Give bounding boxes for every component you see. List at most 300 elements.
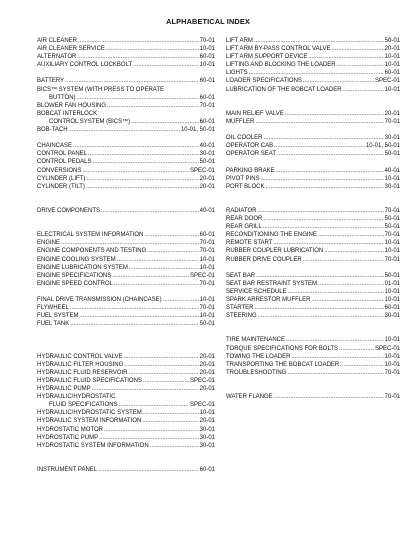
index-entry — [37, 256, 215, 264]
dot-leader — [124, 353, 199, 361]
dot-leader — [106, 45, 199, 53]
dot-leader — [65, 77, 199, 85]
dot-leader — [104, 426, 199, 434]
dot-leader — [129, 369, 199, 377]
index-entry-page: 70-01 — [384, 369, 400, 376]
index-entry-label: FLYWHEEL — [37, 305, 69, 312]
index-entry-label: ALTERNATOR — [37, 54, 77, 61]
index-entry-label: LIGHTS — [226, 70, 248, 77]
index-entry — [226, 215, 400, 223]
index-entry — [226, 69, 400, 77]
index-entry — [226, 296, 400, 304]
dot-leader — [291, 353, 383, 361]
index-entry-label: TIRE MAINTENANCE — [226, 337, 286, 344]
index-column-left — [37, 37, 215, 474]
index-entry-page: 10-01 — [384, 175, 400, 182]
index-entry-label: BICS™ SYSTEM (WITH PRESS TO OPERATE — [37, 86, 165, 93]
index-spacer — [37, 199, 215, 207]
index-entry — [37, 37, 215, 45]
dot-leader — [117, 256, 199, 264]
index-entry-label: PARKING BRAKE — [226, 167, 275, 174]
dot-leader — [133, 61, 199, 69]
index-entry-label: CONTROL SYSTEM (BICS™) — [49, 118, 131, 125]
index-spacer — [37, 345, 215, 353]
index-spacer — [37, 450, 215, 458]
dot-leader — [86, 175, 198, 183]
index-entry-page: 70-01 — [199, 280, 215, 287]
index-entry — [37, 110, 215, 118]
index-entry-page: 40-01 — [384, 167, 400, 174]
index-entry-label: TROUBLESHOOTING — [226, 369, 287, 376]
dot-leader — [124, 361, 198, 369]
index-entry-label: ENGINE SPECIFICATIONS — [37, 272, 112, 279]
index-entry-page: SPEC-01 — [374, 78, 400, 85]
index-entry — [226, 369, 400, 377]
index-entry — [37, 361, 215, 369]
dot-leader — [112, 272, 189, 280]
index-entry-label: FINAL DRIVE TRANSMISSION (CHAINCASE) — [37, 297, 162, 303]
index-entry — [226, 361, 400, 369]
dot-leader — [98, 466, 199, 474]
dot-leader — [257, 207, 383, 215]
index-entry — [37, 86, 215, 94]
index-entry — [226, 110, 400, 118]
index-entry-page: 10-01 — [199, 313, 215, 320]
index-spacer — [226, 94, 400, 102]
index-entry — [226, 183, 400, 191]
index-entry-label: SPARK ARRESTOR MUFFLER — [226, 297, 311, 303]
dot-leader — [86, 183, 199, 191]
index-entry — [37, 118, 215, 126]
index-entry — [37, 45, 215, 53]
index-entry-label: RADIATOR — [226, 207, 257, 214]
index-entry-page: 20-01 — [199, 369, 215, 376]
index-entry-label: STARTER — [226, 305, 254, 312]
index-entry-label: ENGINE LUBRICATION SYSTEM — [37, 264, 128, 271]
dot-leader — [273, 239, 383, 247]
index-entry-page: 40-01 — [199, 143, 215, 150]
index-entry — [226, 239, 400, 247]
dot-leader — [324, 247, 383, 255]
index-entry-page: 20-01 — [199, 183, 215, 190]
dot-leader — [340, 361, 383, 369]
index-spacer — [37, 288, 215, 296]
index-spacer — [226, 264, 400, 272]
dot-leader — [143, 409, 199, 417]
index-entry — [226, 77, 400, 85]
dot-leader — [311, 296, 383, 304]
dot-leader — [258, 312, 384, 320]
dot-leader — [142, 417, 198, 425]
index-entry-label: HYDRAULIC FLUID SPECIFICATIONS — [37, 377, 142, 384]
index-entry-page: 70-01 — [199, 305, 215, 312]
index-entry-page: 60-01 — [384, 305, 400, 312]
dot-leader — [287, 369, 383, 377]
dot-leader — [274, 142, 365, 150]
index-entry-page: 10-01 — [199, 410, 215, 417]
index-entry-page: 20-01 — [199, 175, 215, 182]
index-entry-label: AIR CLEANER — [37, 38, 78, 44]
index-entry — [37, 158, 215, 166]
index-entry-label: AUXILIARY CONTROL LOCKBOLT — [37, 62, 133, 69]
dot-leader — [129, 264, 199, 272]
index-entry-label: CONTROL PANEL — [37, 151, 88, 158]
index-entry-page: 60-01 — [199, 118, 215, 125]
index-entry-page: 70-01 — [384, 256, 400, 263]
dot-leader — [249, 69, 384, 77]
index-entry-label: SEAT BAR RESTRAINT SYSTEM — [226, 280, 318, 287]
index-entry-label: REMOTE START — [226, 240, 273, 247]
dot-leader — [339, 345, 374, 353]
index-entry — [37, 167, 215, 175]
index-entry-page: 70-01 — [199, 248, 215, 255]
index-entry-label: HYDRAULIC FILTER HOUSING — [37, 361, 124, 368]
dot-leader — [163, 296, 199, 304]
index-entry-page: 10-01, 50-01 — [365, 143, 400, 150]
index-entry — [226, 167, 400, 175]
dot-leader — [88, 150, 199, 158]
index-entry-label: HYDROSTATIC PUMP — [37, 434, 99, 441]
index-entry — [226, 142, 400, 150]
index-entry — [226, 53, 400, 61]
index-entry-page: 70-01 — [384, 118, 400, 125]
dot-leader — [101, 207, 199, 215]
index-entry-page: 10-01 — [384, 248, 400, 255]
index-spacer — [37, 69, 215, 77]
index-entry — [37, 426, 215, 434]
dot-leader — [265, 183, 383, 191]
index-entry-label: REAR DOOR — [226, 216, 263, 223]
index-entry-page: 60-01 — [199, 78, 215, 85]
index-entry-page: 50-01 — [384, 151, 400, 158]
dot-leader — [261, 175, 384, 183]
index-entry-label: ENGINE — [37, 240, 61, 247]
index-entry-label: DRIVE COMPONENTS — [37, 207, 101, 214]
index-entry — [37, 312, 215, 320]
dot-leader — [70, 304, 199, 312]
index-entry — [226, 280, 400, 288]
dot-leader — [92, 385, 199, 393]
index-entry — [37, 231, 215, 239]
index-entry — [226, 336, 400, 344]
index-entry-label: CHAINCASE — [37, 143, 73, 150]
index-entry — [226, 231, 400, 239]
index-spacer — [226, 199, 400, 207]
dot-leader — [150, 442, 199, 450]
index-entry-page: 20-01 — [199, 386, 215, 393]
dot-leader — [331, 45, 383, 53]
index-spacer — [226, 320, 400, 328]
index-entry-label: HYDROSTATIC SYSTEM INFORMATION — [37, 442, 149, 449]
index-entry-page: 01-01 — [384, 280, 400, 287]
index-entry-label: CONTROL PEDALS — [37, 159, 92, 166]
index-entry-page: 10-01 — [199, 62, 215, 69]
index-entry — [226, 353, 400, 361]
index-entry — [37, 126, 215, 134]
index-entry — [37, 142, 215, 150]
index-entry-label: WATER FLANGE — [226, 394, 273, 401]
index-spacer — [226, 126, 400, 134]
index-entry-page: 30-01 — [199, 442, 215, 449]
index-entry — [37, 353, 215, 361]
dot-leader — [318, 280, 384, 288]
index-entry — [37, 264, 215, 272]
dot-leader — [286, 336, 384, 344]
dot-leader — [263, 223, 384, 231]
index-entry — [226, 272, 400, 280]
index-entry-label: ENGINE COMPONENTS AND TESTING — [37, 248, 147, 255]
index-entry-page: 70-01 — [384, 394, 400, 401]
index-entry-page: 20-01 — [384, 46, 400, 53]
dot-leader — [78, 37, 199, 45]
dot-leader — [254, 304, 383, 312]
dot-leader — [318, 231, 384, 239]
index-entry-page: 10-01 — [384, 353, 400, 360]
index-entry-page: 20-01 — [199, 361, 215, 368]
index-entry — [226, 345, 400, 353]
dot-leader — [274, 393, 384, 401]
index-entry-page: 10-01 — [384, 54, 400, 61]
index-entry-label: HYDRAULIC PUMP — [37, 386, 91, 393]
dot-leader — [144, 231, 198, 239]
index-entry-label: LIFT ARM BY-PASS CONTROL VALVE — [226, 46, 331, 53]
index-entry — [37, 369, 215, 377]
index-entry-page: 10-01 — [199, 256, 215, 263]
index-entry-page: 60-01 — [384, 70, 400, 77]
index-entry-page: 30-01 — [199, 151, 215, 158]
index-entry-page: 40-01 — [199, 207, 215, 214]
index-entry-label: AIR CLEANER SERVICE — [37, 46, 105, 53]
index-entry — [37, 102, 215, 110]
index-entry-label: TOWING THE LOADER — [226, 353, 291, 360]
index-entry — [37, 150, 215, 158]
index-entry-label: HYDRAULIC FLUID RESERVOIR — [37, 369, 128, 376]
index-entry-label: CYLINDER (LIFT) — [37, 175, 86, 182]
index-entry-page: 50-01 — [384, 216, 400, 223]
dot-leader — [143, 377, 189, 385]
index-entry — [37, 272, 215, 280]
index-entry — [37, 442, 215, 450]
index-entry-label: FLUID SPECIFICATIONS — [49, 402, 118, 409]
index-entry-page: 10-01 — [199, 297, 215, 303]
index-entry-label: HYDRAULIC SYSTEM INFORMATION — [37, 418, 142, 425]
dot-leader — [308, 53, 383, 61]
index-entry-page: SPEC-01 — [189, 377, 215, 384]
index-entry-label: SEAT BAR — [226, 272, 256, 279]
index-entry-label: LIFTING AND BLOCKING THE LOADER — [226, 62, 336, 69]
index-entry-page: 50-01 — [199, 321, 215, 328]
index-entry-page: 10-01 — [199, 264, 215, 271]
index-entry-label: LIFT ARM SUPPORT DEVICE — [226, 54, 308, 61]
index-entry-label: TORQUE SPECIFICATIONS FOR BOLTS — [226, 345, 339, 352]
index-entry — [37, 434, 215, 442]
index-entry-label: OPERATOR CAB — [226, 143, 274, 150]
dot-leader — [69, 126, 180, 134]
index-entry-page: 70-01 — [384, 207, 400, 214]
index-entry-label: FUEL TANK — [37, 321, 70, 328]
index-entry-page: 50-01 — [384, 272, 400, 279]
index-entry — [37, 61, 215, 69]
index-entry — [226, 312, 400, 320]
index-entry-label: HYDRAULIC CONTROL VALVE — [37, 353, 123, 360]
index-entry — [37, 239, 215, 247]
index-entry-page: SPEC-01 — [374, 345, 400, 352]
index-entry — [226, 45, 400, 53]
dot-leader — [263, 134, 383, 142]
index-spacer — [37, 134, 215, 142]
index-entry — [226, 223, 400, 231]
index-entry-page: 30-01 — [384, 135, 400, 142]
index-entry-label: RUBBER DRIVE COUPLER — [226, 256, 302, 263]
dot-leader — [288, 288, 384, 296]
index-entry-label: CONVERSIONS — [37, 167, 82, 174]
index-spacer — [226, 385, 400, 393]
index-entry-label: FUEL SYSTEM — [37, 313, 79, 320]
dot-leader — [337, 61, 384, 69]
dot-leader — [303, 256, 384, 264]
index-entry-label: TRANSPORTING THE BOBCAT LOADER — [226, 361, 340, 368]
index-entry — [37, 296, 215, 304]
index-entry-label: OPERATOR SEAT — [226, 151, 277, 158]
index-entry-label: BOBCAT INTERLOCK — [37, 110, 98, 117]
index-entry-page: 30-01 — [384, 313, 400, 320]
index-entry-page: 10-01 — [384, 240, 400, 247]
index-entry-label: INSTRUMENT PANEL — [37, 466, 98, 473]
index-entry-page: 10-01, 50-01 — [180, 127, 215, 134]
index-entry-page: 10-01 — [384, 297, 400, 303]
index-entry — [37, 417, 215, 425]
index-entry — [37, 175, 215, 183]
index-spacer — [37, 458, 215, 466]
index-entry — [37, 409, 215, 417]
index-entry — [226, 256, 400, 264]
index-entry — [37, 393, 215, 401]
index-entry — [226, 207, 400, 215]
index-entry-page: SPEC-01 — [189, 272, 215, 279]
index-entry-label: STEERING — [226, 313, 257, 320]
index-entry — [37, 320, 215, 328]
index-entry — [226, 288, 400, 296]
index-entry-page: 60-01 — [199, 94, 215, 101]
index-entry-page: 50-01 — [384, 224, 400, 231]
dot-leader — [256, 272, 384, 280]
index-entry-page: 60-01 — [199, 466, 215, 473]
dot-leader — [77, 94, 199, 102]
index-spacer — [226, 328, 400, 336]
index-entry-label: BLOWER FAN HOUSING — [37, 102, 107, 109]
index-entry-label: OIL COOLER — [226, 135, 263, 142]
index-entry — [226, 393, 400, 401]
index-entry — [37, 304, 215, 312]
index-spacer — [226, 102, 400, 110]
index-entry — [226, 86, 400, 94]
index-entry-page: 60-01 — [199, 232, 215, 239]
index-entry-page: 30-01 — [384, 183, 400, 190]
dot-leader — [70, 320, 198, 328]
index-entry-label: CYLINDER (TILT) — [37, 183, 85, 190]
index-entry-page: 20-01 — [384, 110, 400, 117]
index-entry-label: HYDROSTATIC MOTOR — [37, 426, 103, 433]
index-entry — [226, 304, 400, 312]
index-entry-label: REAR GRILL — [226, 224, 262, 231]
index-entry-label: LIFT ARM — [226, 38, 253, 44]
dot-leader — [263, 215, 383, 223]
index-entry — [37, 385, 215, 393]
index-entry-label: HYDRAULIC/HYDROSTATIC SYSTEM — [37, 410, 142, 417]
index-entry-page: 10-01 — [384, 86, 400, 93]
index-entry — [226, 61, 400, 69]
index-entry-label: BOB-TACH — [37, 127, 68, 134]
index-entry — [37, 401, 215, 409]
dot-leader — [276, 167, 384, 175]
index-entry — [226, 175, 400, 183]
index-column-right — [226, 37, 400, 401]
page-title: ALPHABETICAL INDEX — [166, 17, 250, 26]
index-entry-label: PIVOT PINS — [226, 175, 260, 182]
index-entry-page: 50-01 — [199, 159, 215, 166]
index-entry-label: ELECTRICAL SYSTEM INFORMATION — [37, 232, 144, 239]
index-spacer — [226, 377, 400, 385]
index-entry-page: 30-01 — [199, 434, 215, 441]
index-entry-label: MAIN RELIEF VALVE — [226, 110, 284, 117]
index-spacer — [226, 158, 400, 166]
index-entry — [37, 280, 215, 288]
index-spacer — [37, 223, 215, 231]
dot-leader — [107, 102, 199, 110]
index-entry-label: BUTTON) — [49, 94, 76, 101]
index-entry-page: 50-01 — [384, 38, 400, 44]
index-entry-page: 20-01 — [199, 418, 215, 425]
dot-leader — [82, 167, 189, 175]
dot-leader — [255, 118, 383, 126]
index-spacer — [226, 191, 400, 199]
dot-leader — [131, 118, 199, 126]
dot-leader — [79, 312, 198, 320]
dot-leader — [277, 150, 384, 158]
index-entry — [226, 247, 400, 255]
index-entry-page: 20-01 — [199, 353, 215, 360]
index-entry-page: 70-01 — [199, 38, 215, 44]
dot-leader — [99, 434, 199, 442]
dot-leader — [147, 247, 198, 255]
index-entry — [226, 37, 400, 45]
index-entry — [37, 207, 215, 215]
index-entry — [37, 247, 215, 255]
index-entry-label: SERVICE SCHEDULE — [226, 288, 287, 295]
index-entry-label: ENGINE SPEED CONTROL — [37, 280, 114, 287]
index-entry-label: RUBBER COUPLER LUBRICATION — [226, 248, 324, 255]
index-entry-page: 10-01 — [384, 337, 400, 344]
index-entry-page: 10-01 — [384, 62, 400, 69]
index-spacer — [37, 336, 215, 344]
index-entry-page: SPEC-01 — [189, 167, 215, 174]
index-entry-page: 70-01 — [199, 102, 215, 109]
dot-leader — [73, 142, 199, 150]
index-entry — [37, 466, 215, 474]
index-entry-page: 10-01 — [384, 361, 400, 368]
index-entry-page: SPEC-01 — [189, 402, 215, 409]
dot-leader — [119, 401, 189, 409]
index-entry-label: PORT BLOCK — [226, 183, 265, 190]
index-entry-page: 10-01 — [199, 46, 215, 53]
index-entry-page: 70-01 — [384, 232, 400, 239]
index-entry-label: MUFFLER — [226, 118, 255, 125]
dot-leader — [77, 53, 198, 61]
index-entry-label: LUBRICATION OF THE BOBCAT LOADER — [226, 86, 342, 93]
index-entry — [226, 150, 400, 158]
index-entry-page: 10-01 — [384, 288, 400, 295]
index-entry-label: RECONDITIONING THE ENGINE — [226, 232, 317, 239]
